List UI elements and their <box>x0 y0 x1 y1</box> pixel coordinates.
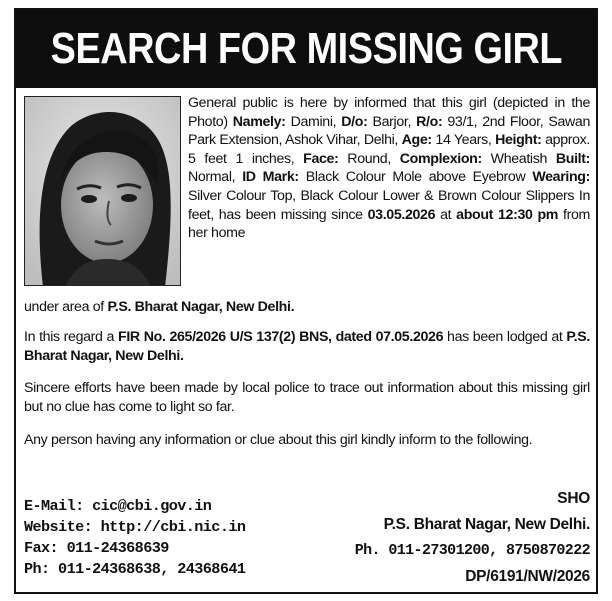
sho-station: P.S. Bharat Nagar, New Delhi. <box>383 516 590 533</box>
height-value: approx. 5 feet 1 inches, <box>188 132 590 167</box>
fir-police-station: P.S. Bharat Nagar, New Delhi. <box>24 329 590 364</box>
girl-photo <box>24 96 181 286</box>
reference-number: DP/6191/NW/2026 <box>465 568 590 585</box>
complexion-value: Wheatish <box>481 150 556 167</box>
face-value: Round, <box>338 150 400 167</box>
id-mark-label: ID Mark: <box>242 169 299 186</box>
contact-block <box>24 496 314 580</box>
wearing-label: Wearing: <box>532 169 590 186</box>
efforts-paragraph: Sincere efforts have been made by local police to trace out information about this missing girl but no clue has come to light so far. <box>24 380 590 415</box>
intro-paragraph <box>188 94 590 243</box>
age-value: 14 Years, <box>431 132 496 149</box>
wearing-value: Silver Colour Top, Black Colour Lower & Brown Colour Slippers In feet, has been missing since <box>188 187 590 223</box>
fir-paragraph <box>24 328 590 365</box>
sho-block <box>290 486 590 590</box>
daughter-of-value: Barjor, <box>367 113 417 130</box>
fir-intro-text: In this regard a <box>24 329 118 345</box>
sho-phone: Ph. 011-27301200, 8750870222 <box>354 542 590 559</box>
face-label: Face: <box>303 150 339 167</box>
from-home-text: from her home <box>188 206 590 242</box>
police-area-line <box>24 298 590 317</box>
name-label: Namely: <box>232 113 286 130</box>
notice-title: SEARCH FOR MISSING GIRL <box>50 24 562 73</box>
sho-title: SHO <box>557 490 590 507</box>
police-station-name: P.S. Bharat Nagar, New Delhi. <box>107 299 295 315</box>
missing-time: about 12:30 pm <box>456 206 559 223</box>
resident-of-value: 93/1, 2nd Floor, Sawan Park Extension, Ashok Vihar, Delhi, <box>188 113 590 149</box>
phone-contact: Ph: 011-24368638, 24368641 <box>24 560 246 578</box>
fir-number: FIR No. 265/2026 U/S 137(2) BNS, dated 07.05.2026 <box>118 329 444 345</box>
at-text: at <box>435 206 457 223</box>
built-label: Built: <box>555 150 591 167</box>
intro-text: General public is here by informed that this girl (depicted in the Photo) <box>188 95 590 130</box>
fir-lodged-text: has been lodged at <box>443 329 567 345</box>
title-banner <box>16 10 596 88</box>
missing-person-notice <box>14 8 598 594</box>
built-value: Normal, <box>188 169 243 186</box>
daughter-of-label: D/o: <box>341 113 368 130</box>
website-contact: Website: http://cbi.nic.in <box>24 518 246 536</box>
girl-portrait-icon <box>25 97 181 286</box>
appeal-paragraph: Any person having any information or clue about this girl kindly inform to the following. <box>24 432 533 448</box>
age-label: Age: <box>401 132 432 149</box>
email-contact: E-Mail: cic@cbi.gov.in <box>24 497 212 515</box>
id-mark-value: Black Colour Mole above Eyebrow <box>298 169 533 186</box>
complexion-label: Complexion: <box>399 150 482 167</box>
fax-contact: Fax: 011-24368639 <box>24 539 169 557</box>
under-area-text: under area of <box>24 299 108 315</box>
resident-of-label: R/o: <box>416 113 443 130</box>
height-label: Height: <box>495 132 542 149</box>
name-value: Damini, <box>285 113 342 130</box>
missing-date: 03.05.2026 <box>367 206 436 223</box>
